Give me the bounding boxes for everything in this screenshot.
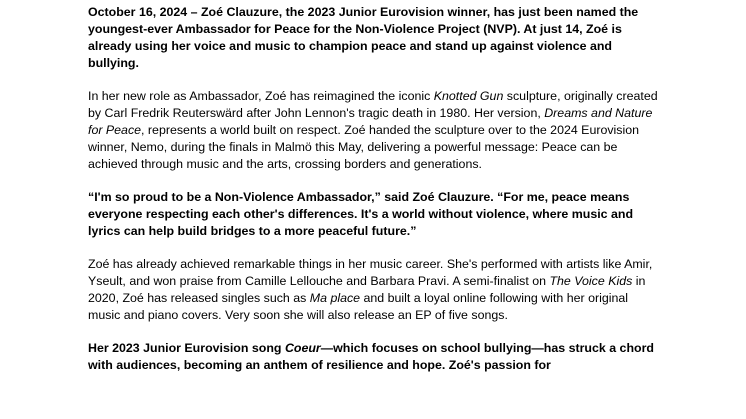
- sculpture-text-1: In her new role as Ambassador, Zoé has reimagined the iconic: [88, 89, 434, 103]
- intro-paragraph: [88, 4, 662, 72]
- career-paragraph: [88, 256, 662, 324]
- quote-paragraph: “I'm so proud to be a Non-Violence Ambassador,” said Zoé Clauzure. “For me, peace means everyone respecting each other's differences. It's a world without violence, where music and lyrics can help build bridges to a more peaceful future.”: [88, 190, 634, 238]
- voice-kids-title: The Voice Kids: [549, 274, 633, 288]
- press-release-body: [88, 4, 662, 390]
- coeur-paragraph: [88, 340, 662, 374]
- career-text-1: Zoé has already achieved remarkable things in her music career. She's performed with artists like Amir, Yseult, and won praise from Camille Lellouche and Barbara Pravi. A semi-finalist on: [88, 257, 653, 288]
- intro-text: Zoé Clauzure, the 2023 Junior Eurovision winner, has just been named the youngest-ever Ambassador for Peace for the Non-Violence Project (NVP). At just 14, Zoé is already using her voice and music to champion peace and stand up against violence and bullying.: [88, 5, 639, 70]
- sculpture-text-3: , represents a world built on respect. Zoé handed the sculpture over to the 2024 Eurovision winner, Nemo, during the finals in Malmö this May, delivering a powerful message: Peace can be achieved through music and the arts, crossing borders and generations.: [88, 123, 640, 171]
- sculpture-text-2: sculpture, originally created by Carl Fredrik Reuterswärd after John Lennon's tragic death in 1980. Her version,: [88, 89, 658, 120]
- coeur-title: Coeur: [284, 341, 321, 355]
- coeur-text-2: —which focuses on school bullying—has struck a chord with audiences, becoming an anthem of resilience and hope. Zoé's passion for: [88, 341, 654, 372]
- ma-place-title: Ma place: [309, 291, 361, 305]
- dreams-nature-title: Dreams and Nature for Peace: [88, 106, 653, 137]
- release-date: October 16, 2024: [88, 5, 188, 19]
- career-text-3: and built a loyal online following with her original music and piano covers. Very soon she will also release an EP of five songs.: [88, 291, 629, 322]
- coeur-text-1: Her 2023 Junior Eurovision song: [88, 341, 285, 355]
- knotted-gun-title: Knotted Gun: [433, 89, 504, 103]
- career-text-2: in 2020, Zoé has released singles such as: [88, 274, 646, 305]
- sculpture-paragraph: [88, 88, 662, 173]
- date-separator: –: [187, 5, 201, 19]
